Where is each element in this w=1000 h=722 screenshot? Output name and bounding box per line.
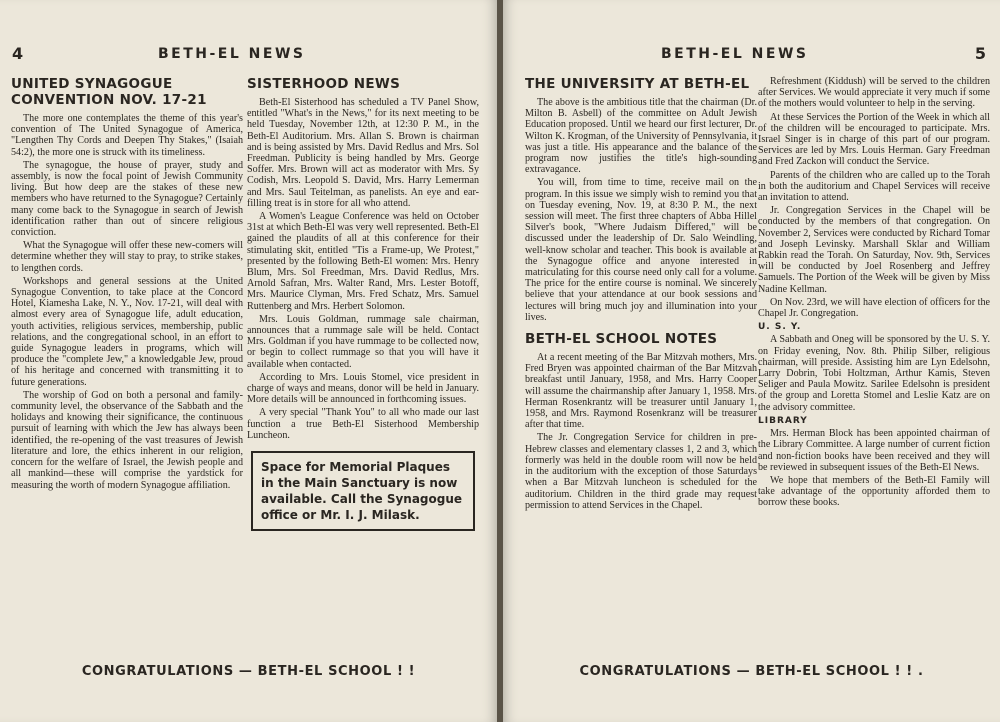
running-head: BETH-EL NEWS <box>661 46 809 62</box>
paragraph: Refreshment (Kiddush) will be served to the children after Services. We would appreciate it very much if some of the mothers would volunteer to help in the serving. <box>758 76 990 110</box>
left-column-2 <box>247 76 479 531</box>
left-page <box>0 0 497 722</box>
paragraph: We hope that members of the Beth-El Family will take advantage of the opportunity afforded them to borrow these books. <box>758 474 990 509</box>
paragraph: Parents of the children who are called up to the Torah in both the auditorium and Chapel Services will receive an invitation to attend. <box>758 169 990 204</box>
article-heading-university: THE UNIVERSITY AT BETH-EL <box>525 76 750 92</box>
right-page <box>503 0 1000 722</box>
article-heading-convention: UNITED SYNAGOGUE CONVENTION NOV. 17-21 <box>11 76 207 108</box>
paragraph: The synagogue, the house of prayer, study and assembly, is now the focal point of Jewish Community living. But how deep are the stakes of these new members who have returned to the Synagogue? Certainly many come back to the Synagogue in search of Jewish identification rather than out of sincere religious conviction. <box>11 159 243 239</box>
left-page-header <box>0 44 497 68</box>
paragraph: At a recent meeting of the Bar Mitzvah mothers, Mrs. Fred Bryen was appointed chairman of the Bar Mitzvah breakfast until January, 1958, and Mrs. Harry Cooper will assume the chairmanship after January 1, 1958. Mrs. Herman Rosenkrantz will be treasurer until January 1, 1958, and Mrs. Raymond Rosenkranz will be treasurer after that time. <box>525 352 757 431</box>
left-column-1 <box>11 76 243 493</box>
paragraph: A Sabbath and Oneg will be sponsored by the U. S. Y. on Friday evening, Nov. 8th. Philip Silber, religious chairman, will preside. Assisting him are Lyn Edelsohn, Larry Dobrin, Tobi Holtzman, Arthur Kamis, Steven Seliger and Paula Mowitz. Sarilee Edelsohn is president of the group and Loretta Stomel and Leslie Katz are on the advisory committee. <box>758 334 990 413</box>
page-footer: CONGRATULATIONS — BETH-EL SCHOOL ! ! . <box>579 664 924 679</box>
paragraph: The worship of God on both a personal and family-community level, the observance of the Sabbath and the holidays and knowing their significance, the continuous pursuit of learning with which the Jew has always been identified, the re-opening of the vast treasures of Jewish literature and lore, the ethics inherent in our religion, concern for the welfare of Israel, the Jewish people and all mankind—these will comprise the yardstick for measuring the worth of modern Synagogue affiliation. <box>11 389 243 491</box>
page-number: 5 <box>974 44 986 63</box>
right-column-2 <box>758 76 990 511</box>
paragraph: At these Services the Portion of the Week in which all of the children will be encouraged to participate. Mrs. Israel Singer is in charge of this part of our program. Services are led by Mrs. Louis Herman. Gary Freedman and Fred Zackon will conduct the Service. <box>758 111 990 168</box>
memorial-plaques-notice: Space for Memorial Plaques in the Main Sanctuary is now available. Call the Synagogue office or Mr. I. J. Milask. <box>251 451 475 531</box>
subheading-usy: U. S. Y. <box>758 322 802 333</box>
paragraph: The more one contemplates the theme of this year's convention of The United Synagogue of America, "Lengthen Thy Cords and Deepen Thy Stakes," (Isaiah 54:2), the more one is struck with its timeliness. <box>11 113 243 158</box>
paragraph: What the Synagogue will offer these new-comers will determine whether they will stay to pray, to strike stakes, to lengthen cords. <box>11 240 243 274</box>
article-heading-school-notes: BETH-EL SCHOOL NOTES <box>525 331 718 348</box>
paragraph: Mrs. Louis Goldman, rummage sale chairman, announces that a rummage sale will be held. Contact Mrs. Goldman if you have rummage to be collected now, or begin to collect rummage so that you will have it available when contacted. <box>247 313 479 370</box>
paragraph: Beth-El Sisterhood has scheduled a TV Panel Show, entitled "What's in the News," for its next meeting to be held Tuesday, November 12th, at 12:30 P. M., in the Beth-El Auditorium. Mrs. Allan S. Brown is chairman and is being assisted by Mrs. David Redlus and Mrs. Sol Freedman. Publicity is being handled by Mrs. George Soffer. Mrs. Brown will act as moderator with Mrs. Sy Codish, Mrs. Leopold S. David, Mrs. Harry Lemerman and Mrs. Saul Teitelman, as panelists. An eye and ear-filling treat is in store for all who attend. <box>247 97 479 209</box>
right-page-header <box>503 44 1000 68</box>
paragraph: Jr. Congregation Services in the Chapel will be conducted by the members of that congregation. On November 2, Services were conducted by Richard Tomar and Joseph Levinsky. Marshall Sklar and William Rabkin read the Torah. On Saturday, Nov. 9th, Services will be conducted by Joel Rosenberg and Jeffrey Samuels. The Portion of the Week will be given by Miss Nadine Kellman. <box>758 205 990 295</box>
article-heading-sisterhood: SISTERHOOD NEWS <box>247 76 401 92</box>
paragraph: The above is the ambitious title that the chairman (Dr. Milton B. Asbell) of the committee on Adult Jewish Education proposed. Until we heard our first lecturer, Dr. Wilton K. Krogman, of the University of Pennsylvania, it was just a title. His appearance and the balance of the program now justifies the title's high-sounding extravagance. <box>525 97 757 176</box>
paragraph: You will, from time to time, receive mail on the program. In this issue we simply wish to remind you that on Tuesday evening, Nov. 19, at 8:30 P. M., the next session will meet. The first three chapters of Abba Hillel Silver's book, "Where Judaism Differed," will be discussed under the leadership of Dr. Salo Weindling, well-know scholar and teacher. This book is available at the Synagogue office and anyone interested in matriculating for this course need only call for a volume. The price for the entire course is nominal. We sincerely believe that your attendance at our book sessions and lectures will bring much joy and illumination into your lives. <box>525 177 757 323</box>
right-column-1 <box>525 76 757 513</box>
running-head: BETH-EL NEWS <box>158 46 306 62</box>
paragraph: Mrs. Herman Block has been appointed chairman of the Library Committee. A large number of current fiction and non-fiction books have been received and they will be reviewed in subsequent issues of the Beth-El News. <box>758 428 990 473</box>
paragraph: On Nov. 23rd, we will have election of officers for the Chapel Jr. Congregation. <box>758 296 990 320</box>
page-number: 4 <box>12 44 24 63</box>
paragraph: A very special "Thank You" to all who made our last function a true Beth-El Sisterhood Membership Luncheon. <box>247 407 479 441</box>
paragraph: The Jr. Congregation Service for children in pre-Hebrew classes and elementary classes 1, 2 and 3, which formerly was held in the double room will now be held in the auditorium with the exception of those Saturdays when a Bar Mitzvah luncheon is scheduled for the auditorium. Children in the third grade may request permission to attend Services in the Chapel. <box>525 432 757 511</box>
paragraph: Workshops and general sessions at the United Synagogue Convention, to take place at the Concord Hotel, Kiamesha Lake, N. Y., Nov. 17-21, will deal with almost every area of Synagogue life, adult education, youth activities, religious services, membership, public relations, and the congregational school, in an effort to guide Synagogue leaders in programs, which will produce the "complete Jew," a knowledgable Jew, proud of his heritage and concerned with transmitting it to future generations. <box>11 275 243 388</box>
paragraph: According to Mrs. Louis Stomel, vice president in charge of ways and means, donor will be held in January. More details will be announced in forthcoming issues. <box>247 371 479 406</box>
subheading-library: LIBRARY <box>758 415 808 426</box>
paragraph: A Women's League Conference was held on October 31st at which Beth-El was very well represented. Beth-El gained the plaudits of all at this conference for their stimulating skit, entitled "Tis a Frame-up, We Protest," presented by the following Beth-El women: Mrs. Henry Blum, Mrs. Sol Freedman, Mrs. David Redlus, Mrs. Arnold Safran, Mrs. Walter Rand, Mrs. Lester Botoff, Mrs. Maurice Clyman, Mrs. Fred Schatz, Mrs. Samuel Ruttenberg and Mrs. Herbert Solomon. <box>247 211 479 312</box>
page-footer: CONGRATULATIONS — BETH-EL SCHOOL ! ! <box>81 664 416 679</box>
